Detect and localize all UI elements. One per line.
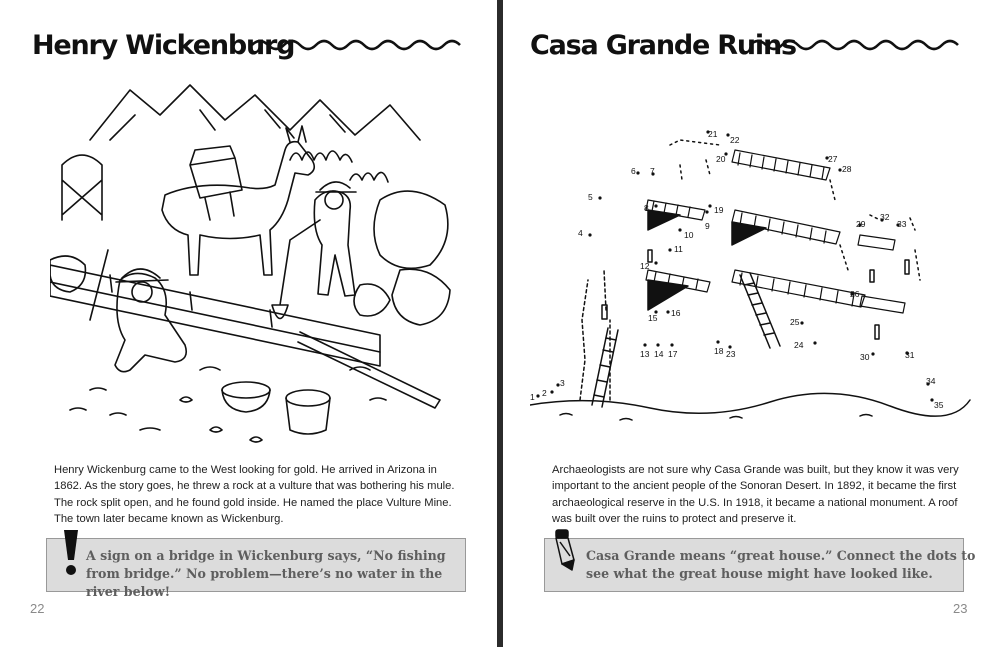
dot-label: 31 <box>905 350 915 360</box>
dot-label: 27 <box>828 154 838 164</box>
dot-label: 11 <box>674 244 683 254</box>
dot-label: 9 <box>705 221 710 231</box>
dot-label: 4 <box>578 228 583 238</box>
dot-label: 23 <box>726 349 736 359</box>
body-paragraph: Archaeologists are not sure why Casa Grande was built, but they know it was very important to the ancient people of the Sonoran Desert. In 1892, it became the first archaeological reserve in the U.S. In 1918, it became a national monument. A roof was built over the ruins to protect and preserve it. <box>552 464 959 526</box>
exclamation-icon <box>58 528 84 578</box>
dot-label: 12 <box>640 261 650 271</box>
dot-label: 10 <box>684 230 694 240</box>
dot-label: 13 <box>640 349 650 359</box>
dot-label: 6 <box>631 166 636 176</box>
right-page <box>500 0 1000 647</box>
dot-label: 14 <box>654 349 664 359</box>
dot-label: 15 <box>648 313 658 323</box>
page-title: Henry Wickenburg <box>32 30 295 61</box>
dot-label: 29 <box>856 219 866 229</box>
connect-the-dots-illustration <box>530 70 980 430</box>
body-paragraph: Henry Wickenburg came to the West looking for gold. He arrived in Arizona in 1862. As the story goes, he threw a rock at a vulture that was bothering his mule. The rock split open, and he found gold inside. He named the place Vulture Mine. The town later became known as Wickenburg. <box>54 464 455 526</box>
dot-label: 35 <box>934 400 944 410</box>
squiggle-decoration <box>748 36 966 54</box>
dot-label: 22 <box>730 135 740 145</box>
dot-label: 2 <box>542 388 547 398</box>
dot-label: 16 <box>671 308 681 318</box>
dot-label: 26 <box>850 289 860 299</box>
pencil-icon <box>548 526 582 576</box>
gold-panning-illustration <box>50 70 460 450</box>
page-number: 22 <box>30 601 45 616</box>
page-number: 23 <box>953 601 968 616</box>
dot-label: 17 <box>668 349 678 359</box>
squiggle-decoration <box>250 36 468 54</box>
dot-label: 32 <box>880 212 890 222</box>
callout-text: Casa Grande means “great house.” Connect the dots to see what the great house might have looked like. <box>586 548 976 581</box>
page-title: Casa Grande Ruins <box>530 30 796 61</box>
callout-text: A sign on a bridge in Wickenburg says, “No fishing from bridge.” No problem—there’s no water in the river below! <box>86 548 446 599</box>
dot-label: 25 <box>790 317 800 327</box>
dot-label: 30 <box>860 352 870 362</box>
dot-label: 20 <box>716 154 726 164</box>
dot-label: 34 <box>926 376 936 386</box>
dot-label: 3 <box>560 378 565 388</box>
dot-label: 1 <box>530 392 535 402</box>
dot-label: 19 <box>714 205 724 215</box>
dot-label: 28 <box>842 164 852 174</box>
dot-label: 33 <box>897 219 907 229</box>
dot-label: 8 <box>644 203 649 213</box>
dot-label: 24 <box>794 340 804 350</box>
dot-label: 21 <box>708 129 718 139</box>
dot-label: 18 <box>714 346 724 356</box>
book-gutter <box>497 0 503 647</box>
dot-label: 5 <box>588 192 593 202</box>
dot-label: 7 <box>650 166 655 176</box>
